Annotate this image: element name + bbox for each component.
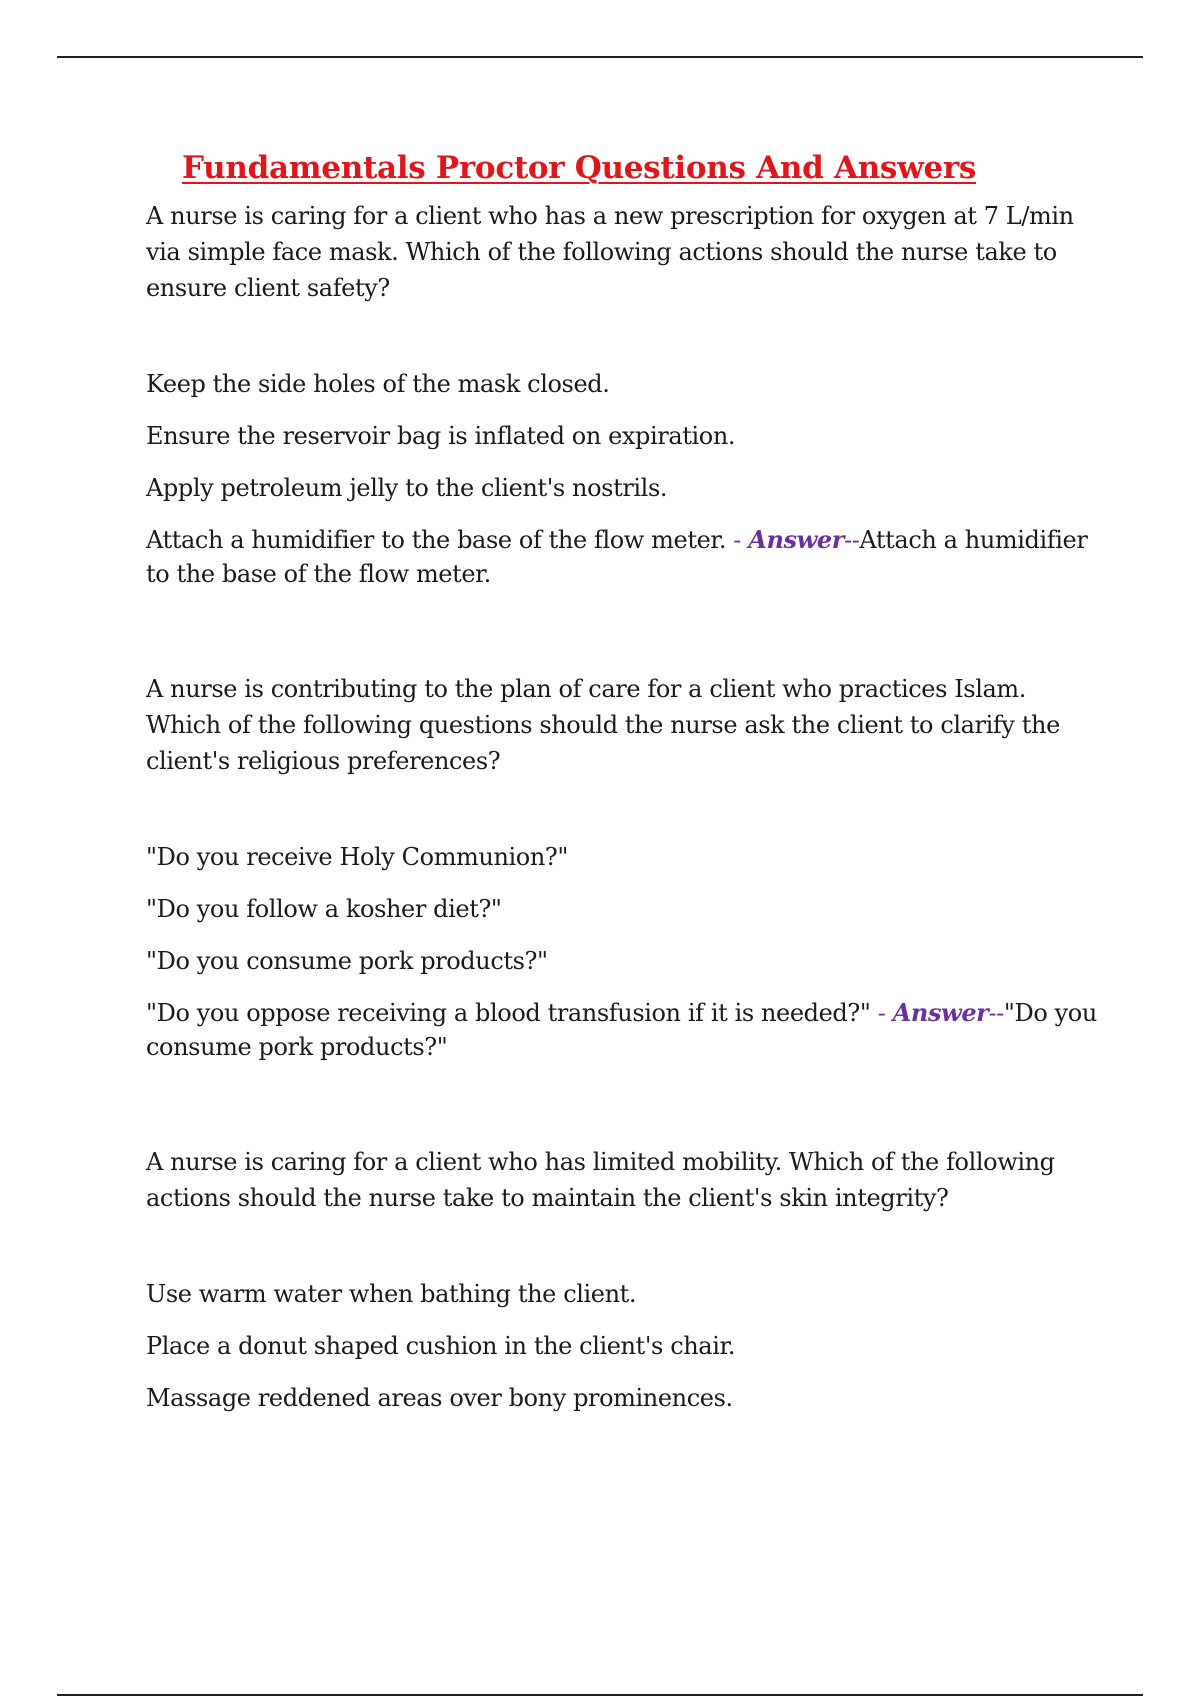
question-block-3 — [146, 1144, 1106, 1415]
option-item: Apply petroleum jelly to the client's nostrils. — [146, 474, 668, 502]
question-text: A nurse is contributing to the plan of care for a client who practices Islam. Which of the following questions should the nurse ask the client to clarify the client's religious preferences? — [146, 675, 1060, 775]
option-item: Massage reddened areas over bony prominences. — [146, 1384, 733, 1412]
option-text: "Do you oppose receiving a blood transfusion if it is needed?" — [146, 999, 871, 1027]
document-body — [146, 148, 1106, 1495]
answer-text: "Do you consume pork products?" — [146, 999, 1097, 1061]
question-block-2 — [146, 671, 1106, 1064]
answer-label: Answer — [892, 998, 989, 1027]
option-item: "Do you follow a kosher diet?" — [146, 895, 502, 923]
answer-separator: - — [870, 999, 893, 1027]
option-list — [146, 840, 1106, 1064]
option-item: Use warm water when bathing the client. — [146, 1280, 637, 1308]
option-list — [146, 367, 1106, 591]
option-item: "Do you consume pork products?" — [146, 947, 548, 975]
document-title: Fundamentals Proctor Questions And Answers — [182, 150, 977, 186]
question-text: A nurse is caring for a client who has a new prescription for oxygen at 7 L/min via simple face mask. Which of the following actions should the nurse take to ensure client safety? — [146, 202, 1074, 302]
answer-suffix: -- — [844, 526, 860, 554]
option-item: "Do you receive Holy Communion?" — [146, 843, 569, 871]
answer-suffix: -- — [988, 999, 1004, 1027]
option-item-with-answer — [146, 996, 1106, 1064]
option-item: Ensure the reservoir bag is inflated on expiration. — [146, 422, 736, 450]
option-list — [146, 1277, 1106, 1415]
question-block-1 — [146, 198, 1106, 591]
answer-text: Attach a humidifier to the base of the flow meter. — [146, 526, 1088, 588]
option-item: Keep the side holes of the mask closed. — [146, 370, 610, 398]
question-text: A nurse is caring for a client who has limited mobility. Which of the following actions should the nurse take to maintain the client's skin integrity? — [146, 1148, 1055, 1212]
option-item-with-answer — [146, 523, 1106, 591]
page-top-rule — [57, 56, 1143, 58]
answer-label: Answer — [748, 525, 844, 554]
page-bottom-rule — [57, 1694, 1143, 1696]
answer-separator: - — [726, 526, 749, 554]
option-item: Place a donut shaped cushion in the client's chair. — [146, 1332, 736, 1360]
option-text: Attach a humidifier to the base of the flow meter. — [146, 526, 727, 554]
